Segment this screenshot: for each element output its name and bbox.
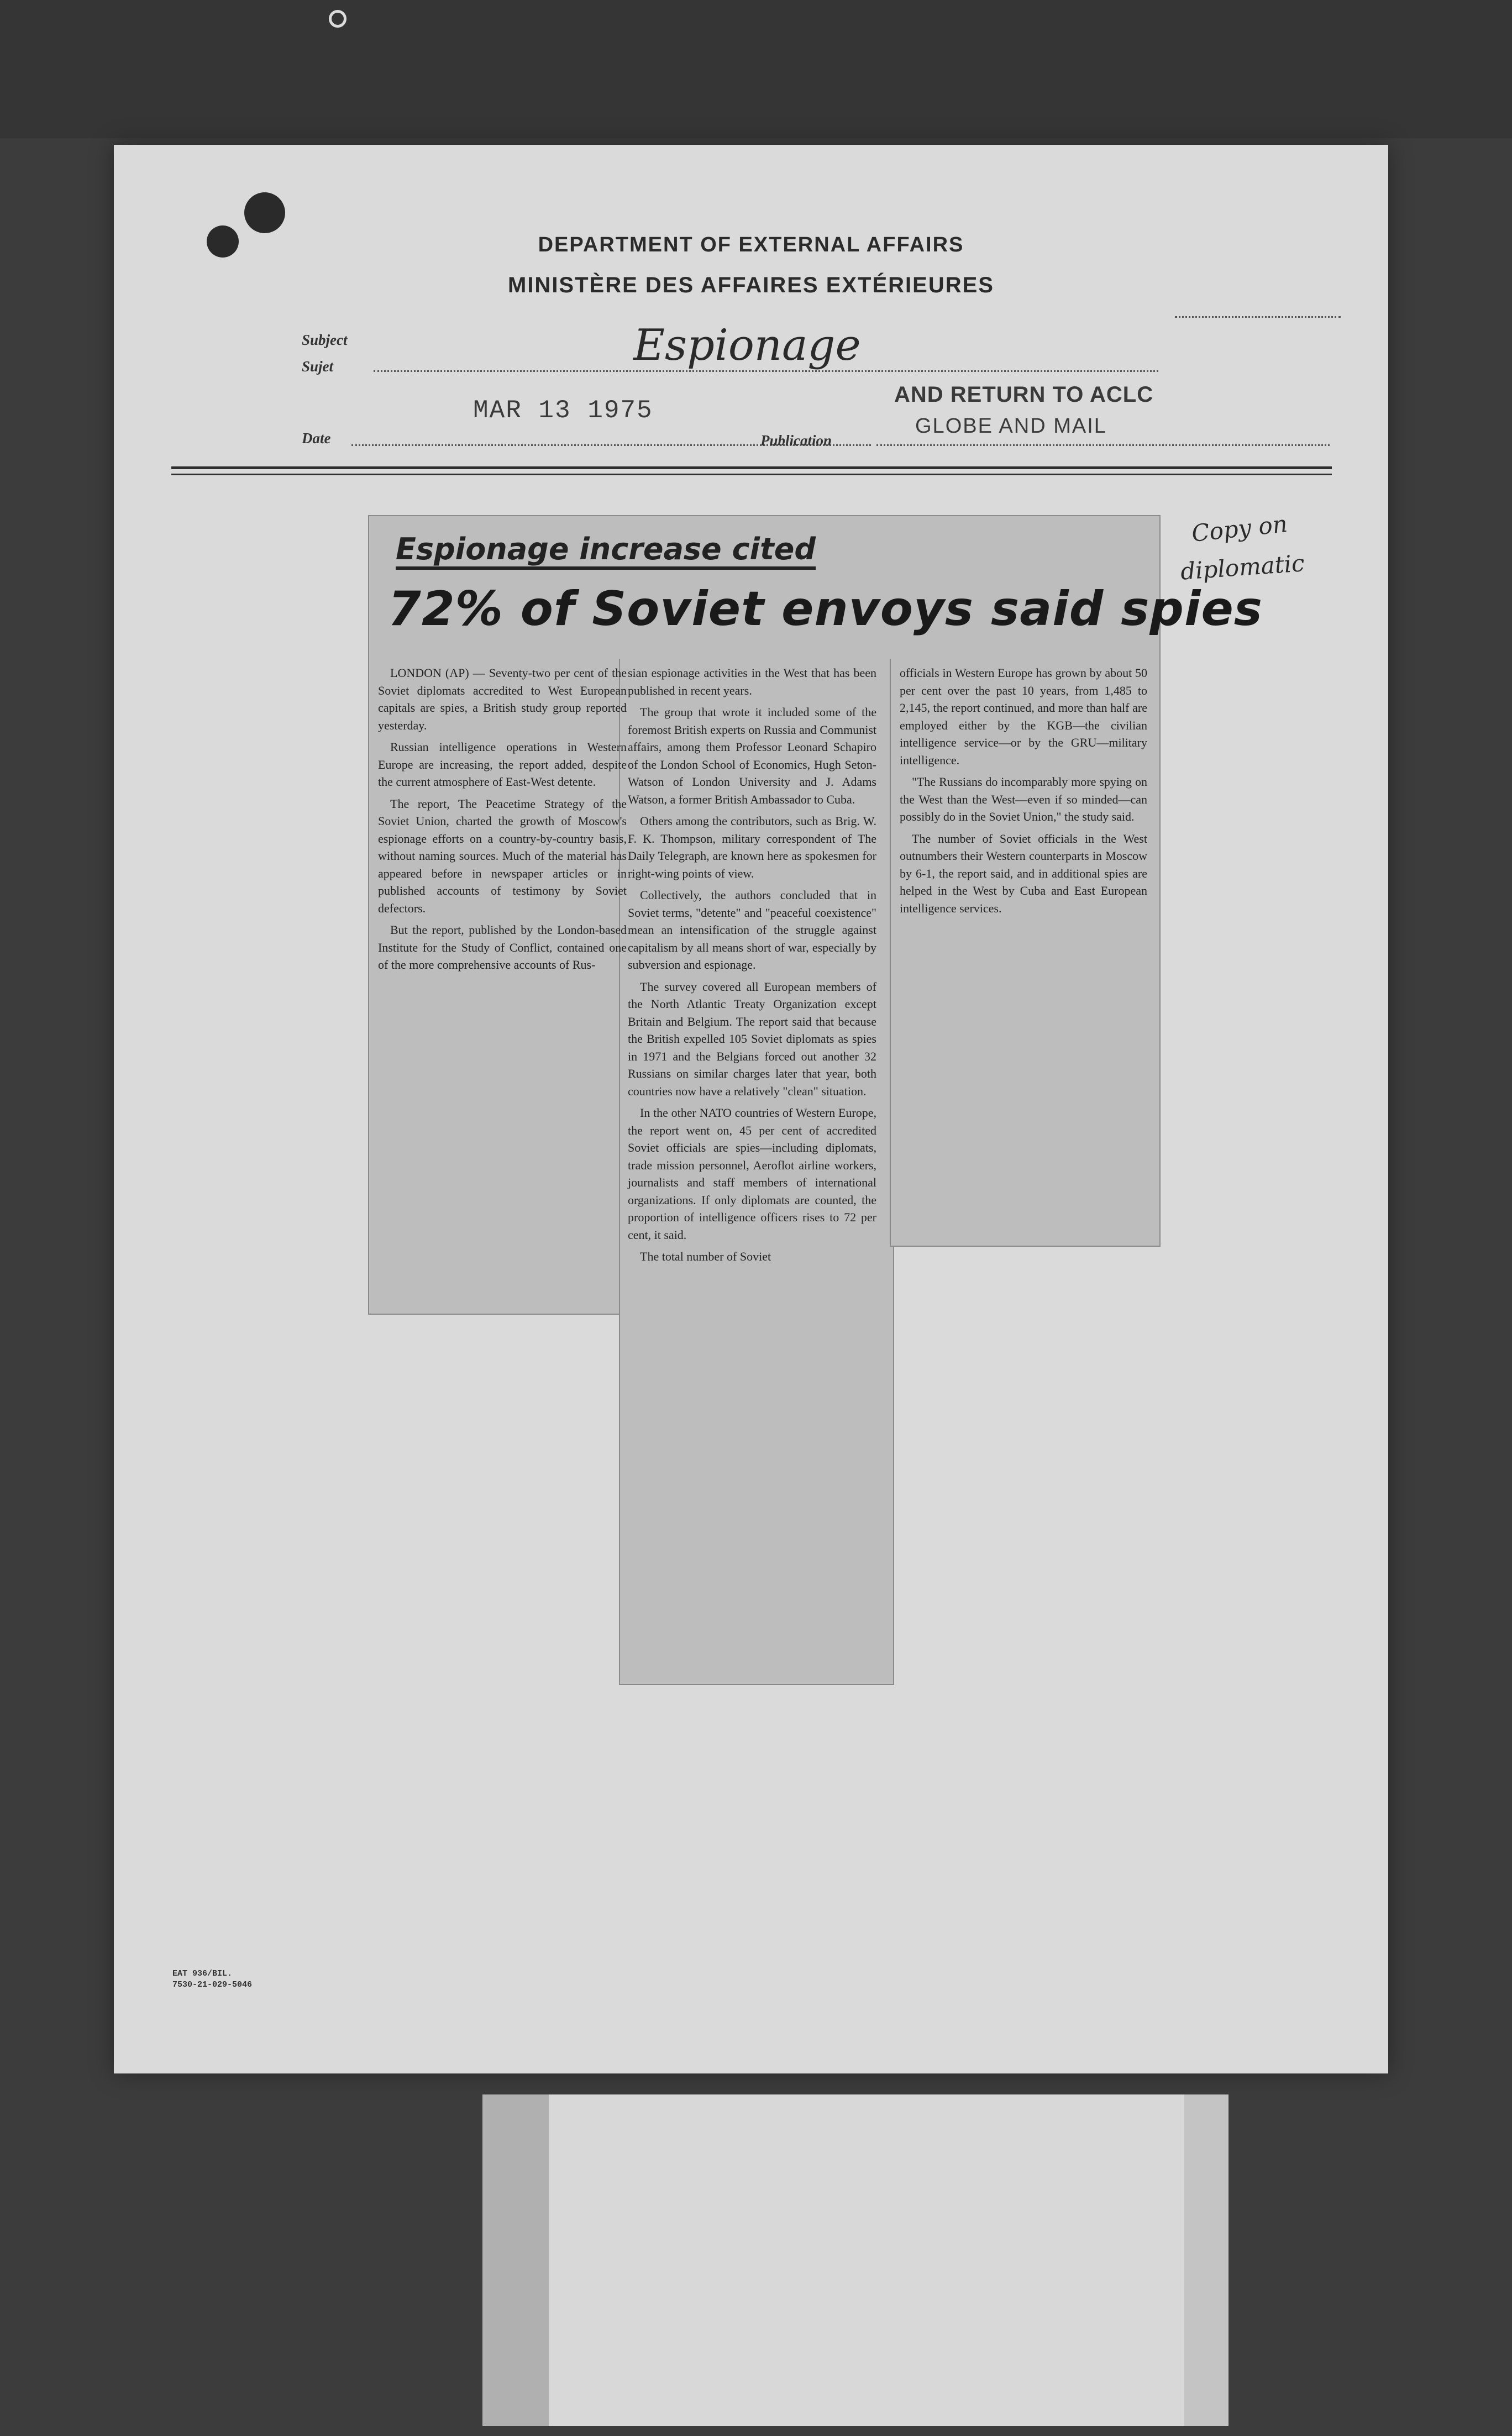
article-paragraph: officials in Western Europe has grown by about 50 per cent over the past 10 years, from 1,485 to 2,145, the report continued, and more than half are employed either by the KGB—the civilian intelligence service—or by the GRU—military intelligence.	[900, 666, 1147, 767]
article-paragraph: sian espionage activities in the West that has been published in recent years.	[628, 666, 876, 697]
article-paragraph: Collectively, the authors concluded that in Soviet terms, "detente" and "peaceful coexistence" mean an intensification of the struggle against capitalism by all means short of war, especially by subversion and espionage.	[628, 888, 876, 972]
article-paragraph: The group that wrote it included some of the foremost British experts on Russia and Communist affairs, among them Professor Leonard Schapiro of the London School of Economics, Hugh Seton-Watson of London University and J. Adams Watson, a former British Ambassador to Cuba.	[628, 705, 876, 806]
article-paragraph: The total number of Soviet	[640, 1250, 771, 1263]
article-column-3	[900, 664, 1147, 921]
film-frame-mark	[329, 10, 347, 28]
article-paragraph: Russian intelligence operations in Western Europe are increasing, the report added, despite the current atmosphere of East-West detente.	[378, 740, 627, 789]
article-paragraph: The number of Soviet officials in the West outnumbers their Western counterparts in Moscow by 6-1, the report said, and in additional spies are helped in the West by Cuba and East European intelligence services.	[900, 831, 1147, 915]
subject-handwritten: Espionage	[633, 321, 861, 370]
publication-label: Publication	[760, 432, 832, 449]
article-paragraph: LONDON (AP) — Seventy-two per cent of the Soviet diplomats accredited to West European capitals are spies, a British study group reported yesterday.	[378, 666, 627, 732]
article-paragraph: But the report, published by the London-based Institute for the Study of Conflict, contained one of the more comprehensive accounts of Rus-	[378, 923, 627, 972]
publication-stamp: GLOBE AND MAIL	[915, 414, 1107, 438]
article-paragraph: In the other NATO countries of Western Europe, the report went on, 45 per cent of accredited Soviet officials are spies—including diplomats, trade mission personnel, Aeroflot airline workers, journalists and staff members of international organizations. If only diplomats are counted, the proportion of intelligence officers rises to 72 per cent, it said.	[628, 1106, 876, 1242]
header-rule-bottom	[171, 474, 1332, 475]
form-code-line2: 7530-21-029-5046	[172, 1980, 253, 1989]
punch-hole-1	[244, 192, 285, 233]
margin-note-line1: Copy on	[1190, 510, 1289, 547]
clipping-kicker: Espionage increase cited	[396, 532, 816, 570]
film-frame-top	[0, 0, 1512, 138]
header-rule-top	[171, 466, 1332, 469]
sujet-label: Sujet	[302, 358, 334, 375]
clipping-form-sheet	[114, 145, 1388, 2073]
article-paragraph: Others among the contributors, such as Brig. W. F. K. Thompson, military correspondent of The Daily Telegraph, are known here as spokesmen for right-wing points of view.	[628, 814, 876, 880]
card-edge-shadow	[482, 2094, 549, 2426]
subject-line-right	[1175, 316, 1341, 318]
next-frame-card	[482, 2094, 1229, 2426]
department-title-en: DEPARTMENT OF EXTERNAL AFFAIRS	[538, 233, 964, 256]
card-edge-right	[1184, 2094, 1229, 2426]
article-column-1	[378, 664, 627, 978]
date-label: Date	[302, 430, 331, 447]
clipping-headline: 72% of Soviet envoys said spies	[388, 581, 1263, 637]
article-paragraph: The survey covered all European members of the North Atlantic Treaty Organization except Britain and Belgium. The report said that because the British expelled 105 Soviet diplomats as spies in 1971 and the Belgians forced out another 32 Russians on similar charges later that year, both countries now have a relatively "clean" situation.	[628, 979, 876, 1098]
form-code-line1: EAT 936/BIL.	[172, 1969, 233, 1978]
form-code	[172, 1968, 252, 1991]
publication-line	[876, 444, 1330, 446]
return-stamp: AND RETURN TO ACLC	[894, 382, 1154, 407]
subject-line	[374, 370, 1158, 372]
margin-note-line2: diplomatic	[1179, 549, 1306, 585]
article-paragraph: The report, The Peacetime Strategy of the Soviet Union, charted the growth of Moscow's espionage efforts on a country-by-country basis, without naming sources. Much of the material has appeared before in newspaper articles or in published accounts of testimony by Soviet defectors.	[378, 796, 627, 915]
article-paragraph: "The Russians do incomparably more spying on the West than the West—even if so minded—can possibly do in the Soviet Union," the study said.	[900, 775, 1147, 823]
article-column-2	[628, 664, 876, 1270]
subject-label: Subject	[302, 332, 348, 348]
date-stamp: MAR 13 1975	[473, 396, 653, 425]
department-title-fr: MINISTÈRE DES AFFAIRES EXTÉRIEURES	[508, 273, 994, 297]
